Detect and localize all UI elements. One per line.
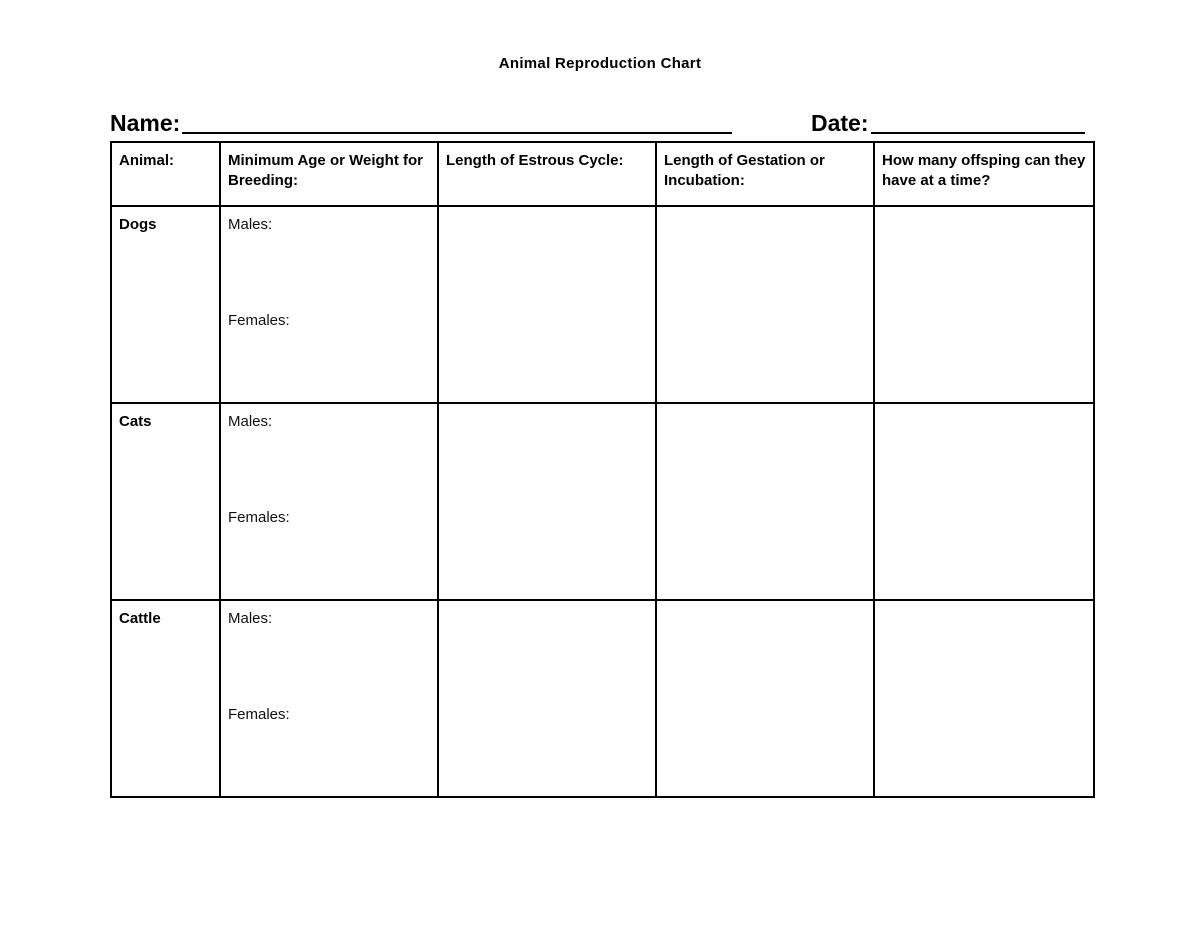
table-header-row xyxy=(111,142,1094,206)
header-minimum-age: Minimum Age or Weight for Breeding: xyxy=(220,142,438,206)
name-field[interactable] xyxy=(110,110,732,137)
name-blank-line[interactable] xyxy=(182,110,732,134)
breeding-cell[interactable] xyxy=(220,600,438,797)
gestation-cell[interactable] xyxy=(656,403,874,600)
reproduction-table xyxy=(110,141,1095,798)
date-label: Date: xyxy=(811,110,869,136)
animal-cell-dogs: Dogs xyxy=(111,206,220,403)
name-label: Name: xyxy=(110,110,181,136)
offspring-cell[interactable] xyxy=(874,600,1094,797)
males-label: Males: xyxy=(228,413,273,430)
date-blank-line[interactable] xyxy=(871,110,1085,134)
estrous-cell[interactable] xyxy=(438,600,656,797)
header-animal: Animal: xyxy=(111,142,220,206)
males-label: Males: xyxy=(228,216,273,233)
gestation-cell[interactable] xyxy=(656,600,874,797)
breeding-cell[interactable] xyxy=(220,206,438,403)
header-gestation: Length of Gestation or Incubation: xyxy=(656,142,874,206)
animal-cell-cats: Cats xyxy=(111,403,220,600)
offspring-cell[interactable] xyxy=(874,206,1094,403)
page-title: Animal Reproduction Chart xyxy=(498,55,702,72)
header-offspring: How many offsping can they have at a time? xyxy=(874,142,1094,206)
table-row xyxy=(111,206,1094,403)
males-label: Males: xyxy=(228,610,273,627)
table-row xyxy=(111,403,1094,600)
breeding-cell[interactable] xyxy=(220,403,438,600)
offspring-cell[interactable] xyxy=(874,403,1094,600)
gestation-cell[interactable] xyxy=(656,206,874,403)
header-estrous-cycle: Length of Estrous Cycle: xyxy=(438,142,656,206)
animal-cell-cattle: Cattle xyxy=(111,600,220,797)
date-field[interactable] xyxy=(811,110,1085,137)
estrous-cell[interactable] xyxy=(438,206,656,403)
table-row xyxy=(111,600,1094,797)
estrous-cell[interactable] xyxy=(438,403,656,600)
females-label: Females: xyxy=(228,706,290,723)
females-label: Females: xyxy=(228,509,290,526)
females-label: Females: xyxy=(228,312,290,329)
